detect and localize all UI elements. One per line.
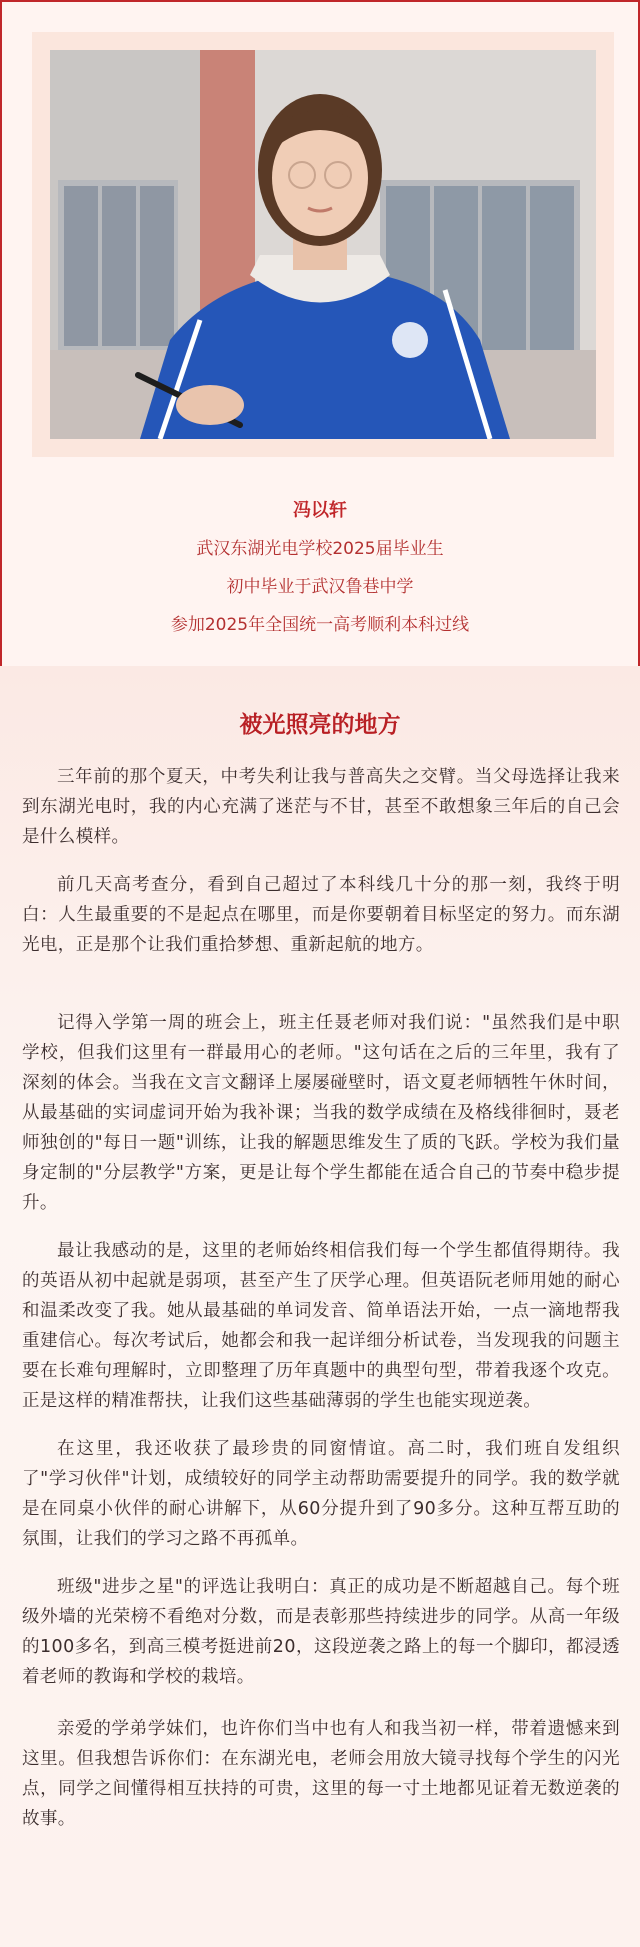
article-paragraph: 亲爱的学弟学妹们，也许你们当中也有人和我当初一样，带着遗憾来到这里。但我想告诉你们：在东湖光电，老师会用放大镜寻找每个学生的闪光点，同学之间懂得相互扶持的可贵，这里的每一寸土地都见证着无数逆袭的故事。 xyxy=(22,1719,620,1829)
caption-graduate-line: 武汉东湖光电学校2025届毕业生 xyxy=(196,539,444,559)
profile-card xyxy=(0,0,640,669)
article-title: 被光照亮的地方 xyxy=(239,712,401,738)
article-paragraph: 最让我感动的是，这里的老师始终相信我们每一个学生都值得期待。我的英语从初中起就是弱项，甚至产生了厌学心理。但英语阮老师用她的耐心和温柔改变了我。她从最基础的单词发音、简单语法开始，一点一滴地帮我重建信心。每次考试后，她都会和我一起详细分析试卷，当发现我的问题主要在长难句理解时，立即整理了历年真题中的典型句型，带着我逐个攻克。正是这样的精准帮扶，让我们这些基础薄弱的学生也能实现逆袭。 xyxy=(22,1241,620,1411)
student-photo xyxy=(50,50,596,439)
article-paragraph: 记得入学第一周的班会上，班主任聂老师对我们说："虽然我们是中职学校，但我们这里有一群最用心的老师。"这句话在之后的三年里，我有了深刻的体会。当我在文言文翻译上屡屡碰壁时，语文夏老师牺牲午休时间，从最基础的实词虚词开始为我补课；当我的数学成绩在及格线徘徊时，聂老师独创的"每日一题"训练，让我的解题思维发生了质的飞跃。学校为我们量身定制的"分层教学"方案，更是让每个学生都能在适合自己的节奏中稳步提升。 xyxy=(22,1013,620,1213)
student-name: 冯以轩 xyxy=(293,500,347,521)
photo-frame xyxy=(32,32,614,457)
caption-exam-line: 参加2025年全国统一高考顺利本科过线 xyxy=(170,615,470,635)
article-paragraph: 班级"进步之星"的评选让我明白：真正的成功是不断超越自己。每个班级外墙的光荣榜不看绝对分数，而是表彰那些持续进步的同学。从高一年级的100多名，到高三模考挺进前20，这段逆袭之路上的每一个脚印，都浸透着老师的教诲和学校的栽培。 xyxy=(22,1577,620,1687)
article-paragraph: 三年前的那个夏天，中考失利让我与普高失之交臂。当父母选择让我来到东湖光电时，我的内心充满了迷茫与不甘，甚至不敢想象三年后的自己会是什么模样。 xyxy=(22,767,620,847)
article-paragraph: 在这里，我还收获了最珍贵的同窗情谊。高二时，我们班自发组织了"学习伙伴"计划，成绩较好的同学主动帮助需要提升的同学。我的数学就是在同桌小伙伴的耐心讲解下，从60分提升到了90多分。这种互帮互助的氛围，让我们的学习之路不再孤单。 xyxy=(22,1439,620,1549)
article-section xyxy=(0,666,640,1947)
caption-middle-school-line: 初中毕业于武汉鲁巷中学 xyxy=(226,577,414,597)
article-paragraph: 前几天高考查分，看到自己超过了本科线几十分的那一刻，我终于明白：人生最重要的不是起点在哪里，而是你要朝着目标坚定的努力。而东湖光电，正是那个让我们重拾梦想、重新起航的地方。 xyxy=(22,875,620,955)
